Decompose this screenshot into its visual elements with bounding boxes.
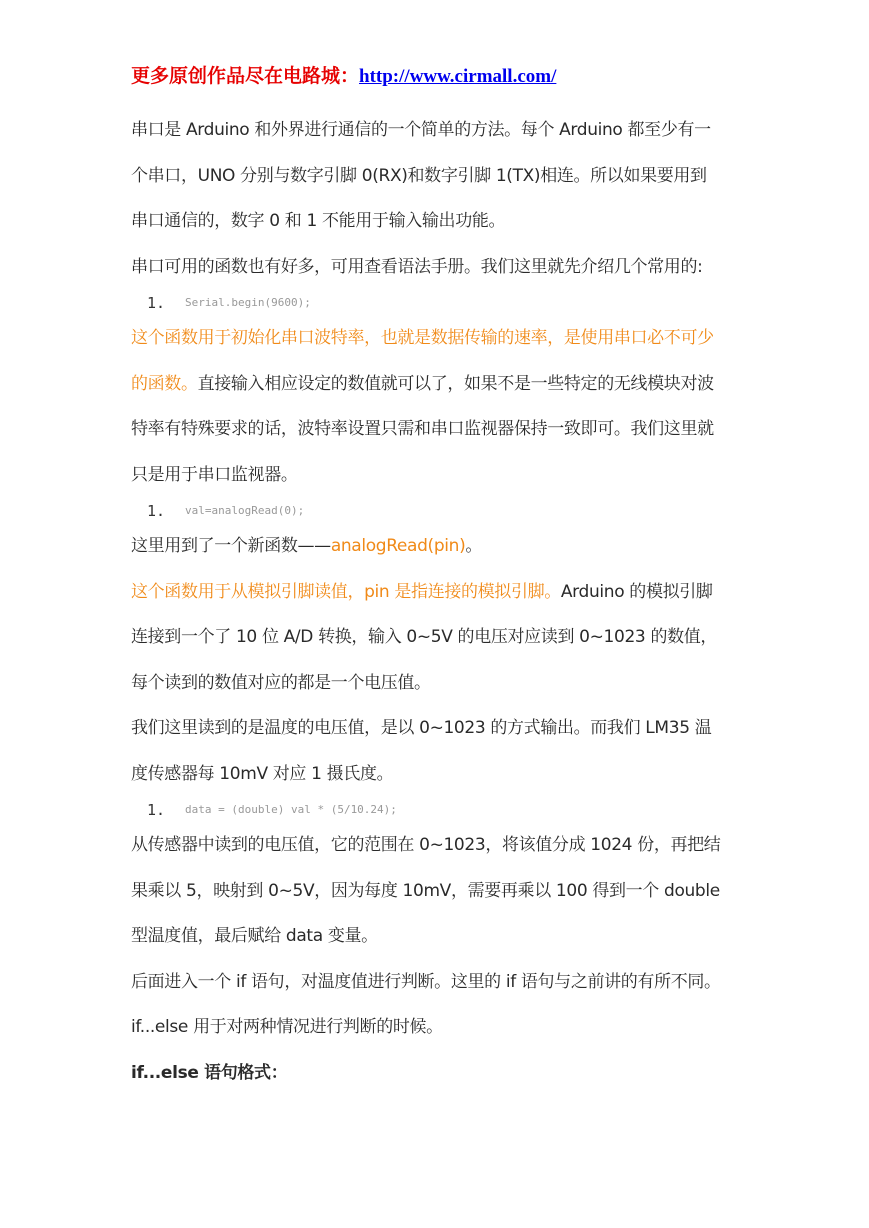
document-page (131, 60, 741, 1096)
cirmall-link[interactable]: http://www.cirmall.com/ (359, 66, 557, 87)
text-line: 果乘以 5，映射到 0~5V，因为每度 10mV，需要再乘以 100 得到一个 double (131, 880, 720, 901)
banner-text: 更多原创作品尽在电路城： (131, 66, 360, 87)
code-block-data-calc (147, 797, 741, 823)
text-line: 型温度值，最后赋给 data 变量。 (131, 926, 378, 946)
text-line: 我们这里读到的是温度的电压值，是以 0~1023 的方式输出。而我们 LM35 温 (131, 718, 712, 738)
paragraph-serial-begin-desc (131, 316, 741, 498)
highlight-text: 的函数。 (131, 373, 198, 394)
paragraph-analog-read-desc (131, 570, 741, 707)
paragraph-if-else-intro (131, 960, 741, 1051)
text-line: 直接输入相应设定的数值就可以了，如果不是一些特定的无线模块对波 (197, 373, 714, 394)
paragraph-temperature-voltage (131, 706, 741, 797)
code-block-serial-begin (147, 290, 741, 316)
highlight-text: 这个函数用于初始化串口波特率，也就是数据传输的速率，是使用串口必不可少 (131, 328, 714, 348)
highlight-text: 这个函数用于从模拟引脚读值，pin 是指连接的模拟引脚。 (131, 581, 561, 602)
site-banner (131, 60, 741, 94)
paragraph-conversion (131, 823, 741, 960)
text-line: 从传感器中读到的电压值，它的范围在 0~1023，将该值分成 1024 份，再把结 (131, 835, 721, 855)
text-line: 串口是 Arduino 和外界进行通信的一个简单的方法。每个 Arduino 都至少有一 (131, 120, 711, 140)
code-line-number: 1. (147, 502, 166, 520)
text-line: 串口通信的，数字 0 和 1 不能用于输入输出功能。 (131, 211, 506, 231)
paragraph-new-function (131, 524, 741, 570)
text-line: 。 (465, 536, 483, 556)
section-heading-if-else: if...else 语句格式： (131, 1062, 288, 1083)
highlight-text: analogRead(pin) (330, 536, 466, 556)
code-line-number: 1. (147, 801, 166, 819)
text-line: 连接到一个了 10 位 A/D 转换，输入 0~5V 的电压对应读到 0~1023 的数值， (131, 627, 718, 647)
text-line: 这里用到了一个新函数—— (131, 536, 331, 556)
text-line: 每个读到的数值对应的都是一个电压值。 (131, 672, 431, 693)
code-text: Serial.begin(9600); (185, 296, 311, 309)
text-line: 后面进入一个 if 语句，对温度值进行判断。这里的 if 语句与之前讲的有所不同。 (131, 971, 721, 992)
code-line-number: 1. (147, 294, 166, 312)
code-text: val=analogRead(0); (185, 504, 305, 517)
text-line: Arduino 的模拟引脚 (560, 581, 713, 602)
text-line: 特率有特殊要求的话，波特率设置只需和串口监视器保持一致即可。我们这里就 (131, 419, 714, 439)
text-line: if...else 用于对两种情况进行判断的时候。 (131, 1017, 443, 1037)
text-line: 只是用于串口监视器。 (131, 464, 298, 485)
text-line: 度传感器每 10mV 对应 1 摄氏度。 (131, 763, 394, 784)
paragraph-serial-intro (131, 108, 741, 245)
code-block-analog-read (147, 498, 741, 524)
paragraph-functions-intro: 串口可用的函数也有好多，可用查看语法手册。我们这里就先介绍几个常用的: (131, 256, 703, 277)
code-text: data = (double) val * (5/10.24); (185, 803, 397, 816)
text-line: 个串口，UNO 分别与数字引脚 0(RX)和数字引脚 1(TX)相连。所以如果要用到 (131, 165, 707, 186)
